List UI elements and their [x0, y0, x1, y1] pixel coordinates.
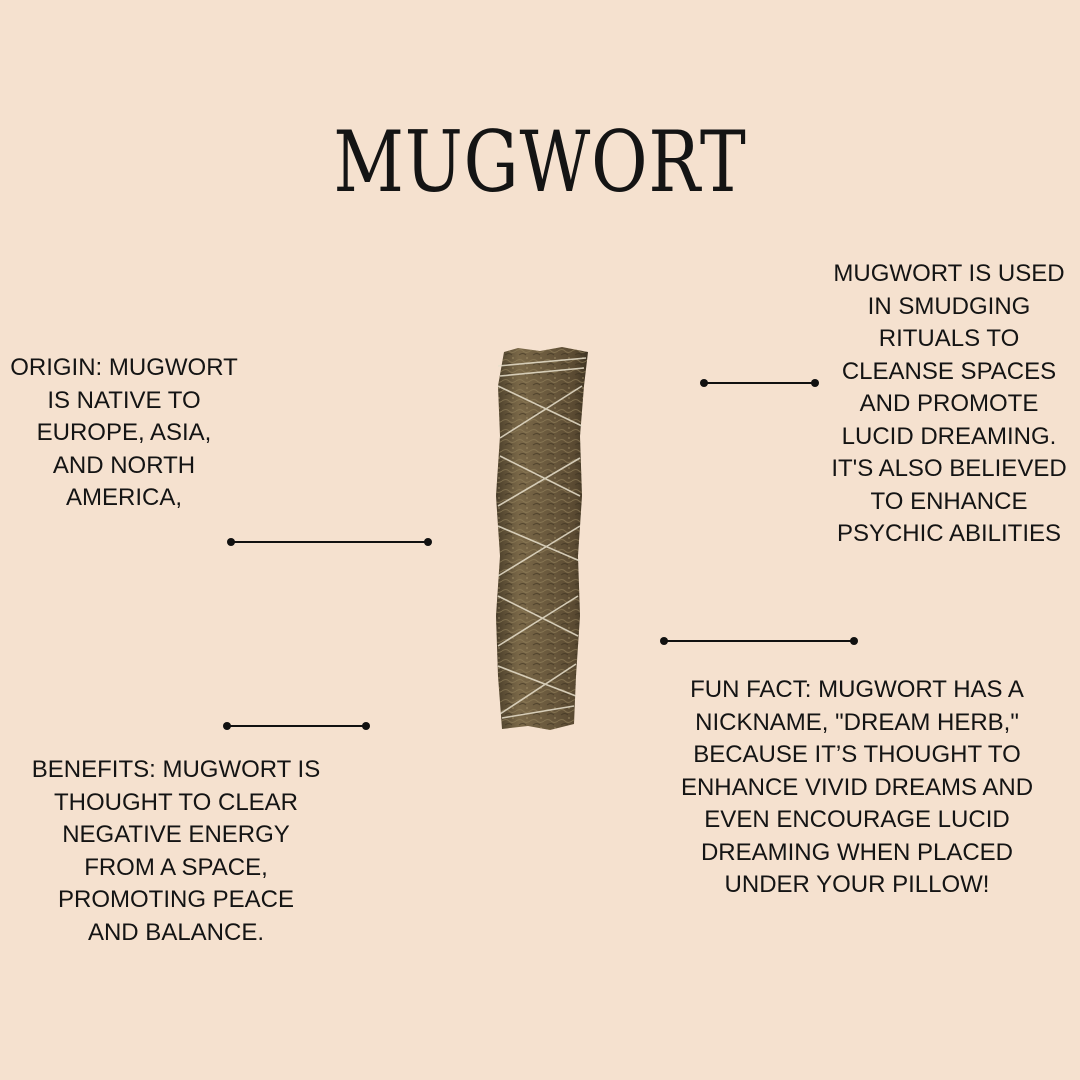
origin-text: ORIGIN: MUGWORT IS NATIVE TO EUROPE, ASIA, AND NORTH AMERICA, — [10, 354, 238, 511]
mugwort-bundle-image — [488, 346, 594, 732]
rituals-text: MUGWORT IS USED IN SMUDGING RITUALS TO CLEANSE SPACES AND PROMOTE LUCID DREAMING. IT'S ALSO BELIEVED TO ENHANCE PSYCHIC ABILITIES — [831, 260, 1067, 547]
fun-fact-connector-line — [664, 640, 854, 642]
rituals-connector-line — [704, 382, 815, 384]
fun-fact-text: FUN FACT: MUGWORT HAS A NICKNAME, "DREAM HERB," BECAUSE IT’S THOUGHT TO ENHANCE VIVID DREAMS AND EVEN ENCOURAGE LUCID DREAMING WHEN PLACED UNDER YOUR PILLOW! — [680, 676, 1034, 898]
benefits-text: BENEFITS: MUGWORT IS THOUGHT TO CLEAR NEGATIVE ENERGY FROM A SPACE, PROMOTING PEACE AND BALANCE. — [31, 756, 321, 946]
page-title: MUGWORT — [333, 113, 747, 211]
benefits-connector-line — [227, 725, 366, 727]
origin-connector-line — [231, 541, 428, 543]
